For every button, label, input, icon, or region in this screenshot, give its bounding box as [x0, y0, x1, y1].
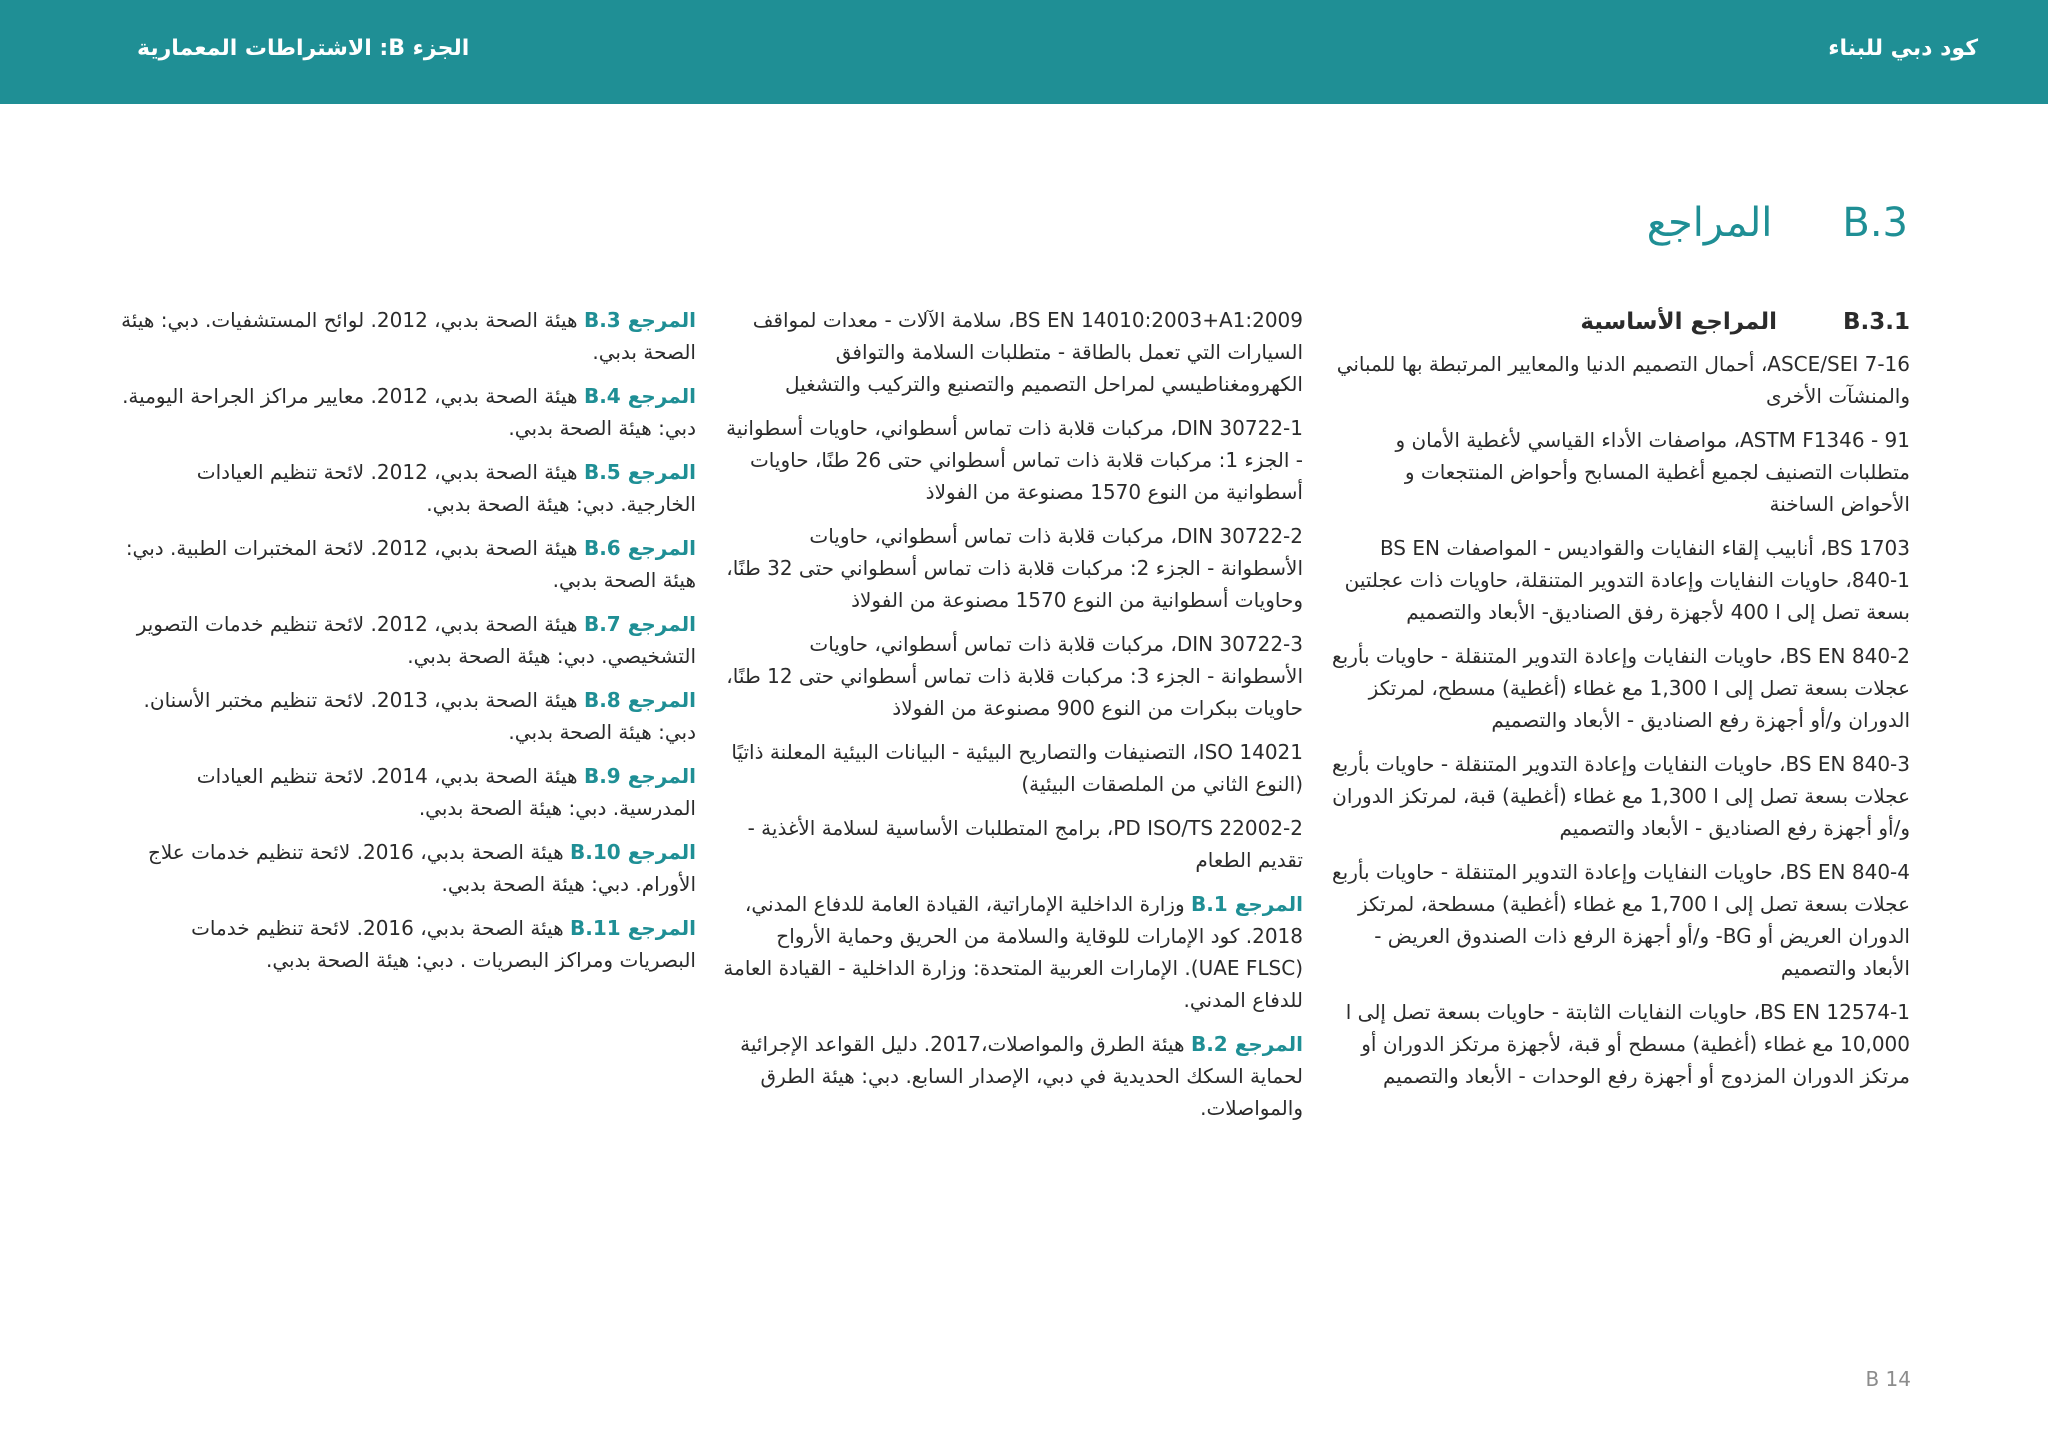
reference-label: المرجع B.10 — [570, 840, 696, 864]
reference-entry: ASTM F1346 - 91، مواصفات الأداء القياسي لأغطية الأمان و متطلبات التصنيف لجميع أغطية المسابح وأحواض المنتجعات و الأحواض الساخنة — [1395, 428, 1910, 516]
reference-label: المرجع B.4 — [583, 384, 696, 408]
reference-entry: BS EN 12574-1، حاويات النفايات الثابتة - حاويات بسعة تصل إلى ا 10,000 مع غطاء (أغطية) مسطح أو قبة، لأجهزة مرتكز الدوران أو مرتكز الدوران المزدوج أو أجهزة رفع الوحدات - الأبعاد والتصميم — [1345, 1000, 1910, 1088]
reference-text: هيئة الصحة بدبي، 2012. معايير مراكز الجراحة اليومية. دبي: هيئة الصحة بدبي. — [122, 384, 696, 440]
reference-entry: DIN 30722-3، مركبات قلابة ذات تماس أسطواني، حاويات الأسطوانة - الجزء 3: مركبات قلابة ذات تماس أسطواني حتى 12 طنًا، حاويات ببكرات من النوع 900 مصنوعة من الفولاذ — [726, 632, 1303, 720]
subsection-number: B.3.1 — [1842, 309, 1910, 335]
column-right — [1330, 304, 1910, 1104]
reference-entry-b9 — [121, 760, 696, 824]
subsection-heading — [1330, 304, 1910, 340]
section-title: المراجع — [1646, 200, 1773, 246]
reference-entry-b4 — [121, 380, 696, 444]
reference-entry: BS EN 840-2، حاويات النفايات وإعادة التدوير المتنقلة - حاويات بأربع عجلات بسعة تصل إلى ا 1,300 مع غطاء (أغطية) مسطح، لمرتكز الدوران و/أو أجهزة رفع الصناديق - الأبعاد والتصميم — [1332, 644, 1910, 732]
reference-text: هيئة الصحة بدبي، 2013. لائحة تنظيم مختبر الأسنان. دبي: هيئة الصحة بدبي. — [143, 688, 696, 744]
reference-entry-b5 — [121, 456, 696, 520]
reference-text: هيئة الطرق والمواصلات،2017. دليل القواعد الإجرائية لحماية السكك الحديدية في دبي، الإصدار السابع. دبي: هيئة الطرق والمواصلات. — [740, 1032, 1303, 1120]
reference-entry: DIN 30722-2، مركبات قلابة ذات تماس أسطواني، حاويات الأسطوانة - الجزء 2: مركبات قلابة ذات تماس أسطواني حتى 32 طنًا، وحاويات أسطوانية من النوع 1570 مصنوعة من الفولاذ — [726, 524, 1303, 612]
reference-entry-b10 — [121, 836, 696, 900]
reference-entry: BS EN 840-4، حاويات النفايات وإعادة التدوير المتنقلة - حاويات بأربع عجلات بسعة تصل إلى ا 1,700 مع غطاء (أغطية) مسطحة، لمرتكز الدوران العريض أو BG- و/أو أجهزة الرفع ذات الصندوق العريض - الأبعاد والتصميم — [1332, 860, 1910, 980]
reference-text: هيئة الصحة بدبي، 2012. لائحة تنظيم خدمات التصوير التشخيصي. دبي: هيئة الصحة بدبي. — [136, 612, 696, 668]
reference-entry: BS EN 840-3، حاويات النفايات وإعادة التدوير المتنقلة - حاويات بأربع عجلات بسعة تصل إلى ا 1,300 مع غطاء (أغطية) قبة، لمرتكز الدوران و/أو أجهزة رفع الصناديق - الأبعاد والتصميم — [1332, 752, 1910, 840]
reference-text: هيئة الصحة بدبي، 2016. لائحة تنظيم خدمات البصريات ومراكز البصريات . دبي: هيئة الصحة بدبي. — [191, 916, 696, 972]
reference-entry-b7 — [121, 608, 696, 672]
reference-entry: ISO 14021، التصنيفات والتصاريح البيئية - البيانات البيئية المعلنة ذاتيًا (النوع الثاني من الملصقات البيئية) — [731, 740, 1303, 796]
reference-entry: ASCE/SEI 7-16، أحمال التصميم الدنيا والمعايير المرتبطة بها للمباني والمنشآت الأخرى — [1336, 352, 1910, 408]
reference-label: المرجع B.6 — [583, 536, 696, 560]
reference-text: وزارة الداخلية الإماراتية، القيادة العامة للدفاع المدني، 2018. كود الإمارات للوقاية والسلامة من الحريق وحماية الأرواح (UAE FLSC). الإمارات العربية المتحدة: وزارة الداخلية - القيادة العامة للدفاع المدني. — [723, 892, 1303, 1012]
header-part-title: الجزء B: الاشتراطات المعمارية — [137, 36, 470, 61]
reference-label: المرجع B.8 — [583, 688, 696, 712]
reference-label: المرجع B.9 — [583, 764, 696, 788]
reference-entry-b1 — [723, 888, 1303, 1016]
reference-label: المرجع B.2 — [1190, 1032, 1303, 1056]
reference-entry: DIN 30722-1، مركبات قلابة ذات تماس أسطواني، حاويات أسطوانية - الجزء 1: مركبات قلابة ذات تماس أسطواني حتى 26 طنًا، حاويات أسطوانية من النوع 1570 مصنوعة من الفولاذ — [726, 416, 1303, 504]
reference-text: هيئة الصحة بدبي، 2014. لائحة تنظيم العيادات المدرسية. دبي: هيئة الصحة بدبي. — [196, 764, 696, 820]
reference-label: المرجع B.11 — [570, 916, 696, 940]
reference-entry: PD ISO/TS 22002-2، برامج المتطلبات الأساسية لسلامة الأغذية - تقديم الطعام — [747, 816, 1303, 872]
reference-entry-b11 — [121, 912, 696, 976]
reference-label: المرجع B.3 — [583, 308, 696, 332]
reference-entry: BS 1703، أنابيب إلقاء النفايات والقواديس - المواصفات BS EN 840-1، حاويات النفايات وإعادة التدوير المتنقلة، حاويات ذات عجلتين بسعة تصل إلى ا 400 لأجهزة رفق الصناديق- الأبعاد والتصميم — [1344, 536, 1910, 624]
reference-entry-b2 — [723, 1028, 1303, 1124]
reference-entry-b6 — [121, 532, 696, 596]
reference-text: هيئة الصحة بدبي، 2012. لائحة المختبرات الطبية. دبي: هيئة الصحة بدبي. — [125, 536, 696, 592]
section-number: B.3 — [1842, 200, 1908, 246]
reference-entry-b8 — [121, 684, 696, 748]
reference-label: المرجع B.1 — [1190, 892, 1303, 916]
column-middle — [723, 304, 1303, 1136]
column-left — [121, 304, 696, 988]
section-heading — [1647, 200, 1908, 246]
reference-entry: BS EN 14010:2003+A1:2009، سلامة الآلات - معدات لمواقف السيارات التي تعمل بالطاقة - متطلبات السلامة والتوافق الكهرومغناطيسي لمراحل التصميم والتصنيع والتركيب والتشغيل — [752, 308, 1303, 396]
header-document-title: كود دبي للبناء — [1828, 36, 1978, 61]
subsection-title: المراجع الأساسية — [1580, 309, 1777, 335]
reference-text: هيئة الصحة بدبي، 2012. لائحة تنظيم العيادات الخارجية. دبي: هيئة الصحة بدبي. — [196, 460, 696, 516]
reference-label: المرجع B.7 — [583, 612, 696, 636]
page-number: B 14 — [1865, 1367, 1911, 1391]
reference-label: المرجع B.5 — [583, 460, 696, 484]
reference-text: هيئة الصحة بدبي، 2012. لوائح المستشفيات. دبي: هيئة الصحة بدبي. — [121, 308, 696, 364]
reference-entry-b3 — [121, 304, 696, 368]
page-header — [0, 0, 2048, 104]
reference-text: هيئة الصحة بدبي، 2016. لائحة تنظيم خدمات علاج الأورام. دبي: هيئة الصحة بدبي. — [147, 840, 696, 896]
